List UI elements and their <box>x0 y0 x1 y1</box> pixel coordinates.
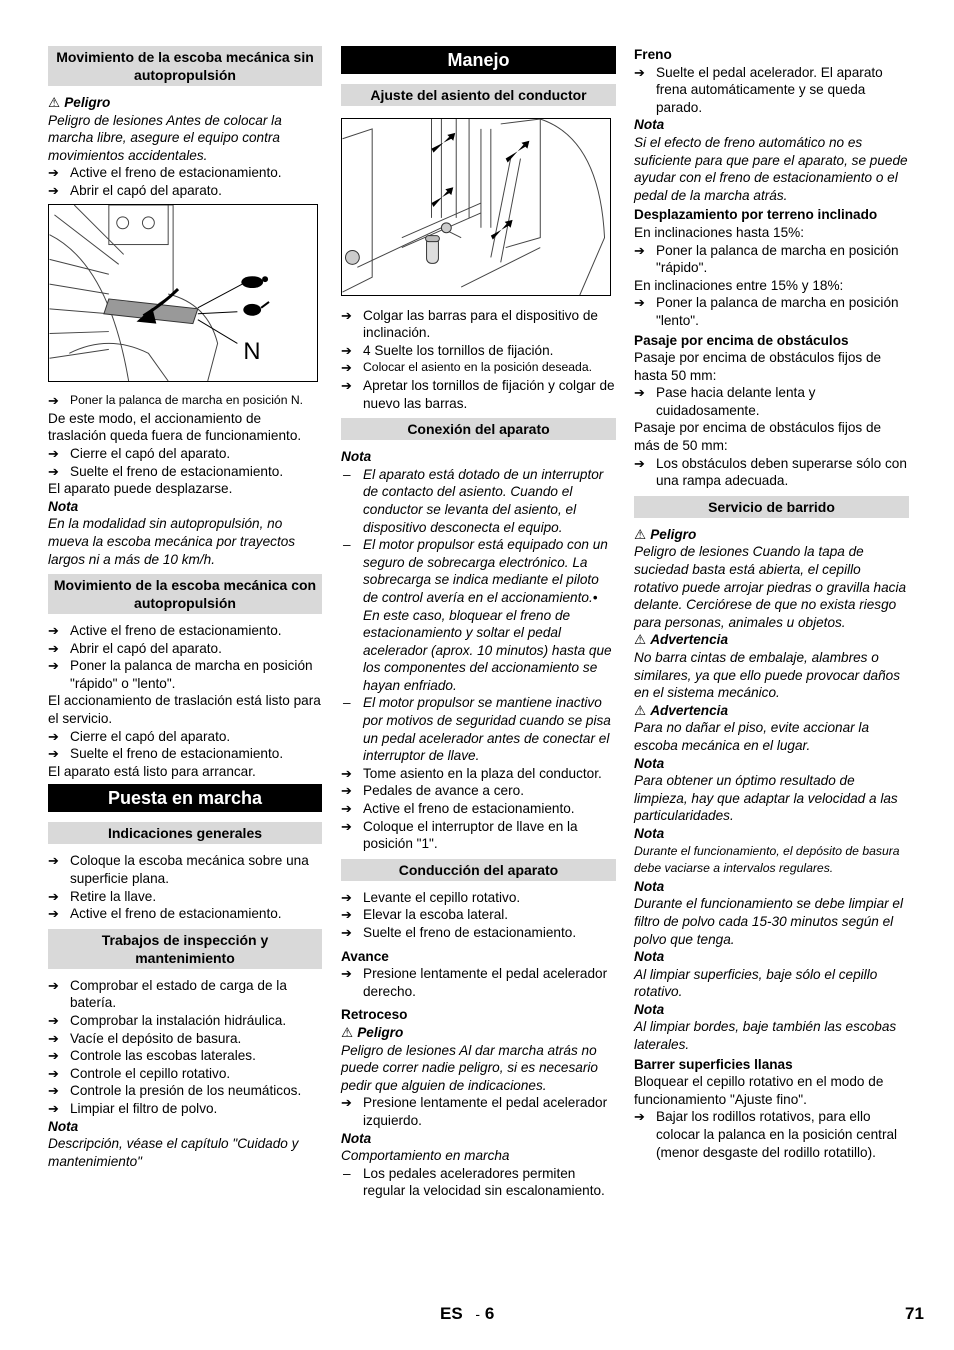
list-item: ➔ Suelte el pedal acelerador. El aparato frena automáticamente y se queda parado. <box>634 64 883 115</box>
paragraph: En inclinaciones hasta 15%: <box>634 224 805 240</box>
paragraph: De este modo, el accionamiento de traslación queda fuera de funcionamiento. <box>48 410 302 444</box>
list-item: ➔ Colocar el asiento en la posición deseada. <box>341 360 593 376</box>
list-item: ➔ Los obstáculos deben superarse sólo con una rampa adecuada. <box>634 455 907 489</box>
warning-triangle-icon: ⚠ <box>634 702 647 718</box>
list-item: ➔ Presione lentamente el pedal acelerador izquierdo. <box>341 1095 608 1128</box>
note-text: Si el efecto de freno automático no es suficiente para que pare el aparato, se puede ayudar con el freno de estacionamiento o el pedal de la marcha atrás. <box>634 134 908 203</box>
danger-label: ⚠ Peligro <box>48 95 111 110</box>
note-label: Nota <box>634 1001 665 1017</box>
section-title: Ajuste del asiento del conductor <box>341 84 616 106</box>
paragraph: Pasaje por encima de obstáculos fijos de más de 50 mm: <box>634 420 882 454</box>
arrow-right-icon: ➔ <box>48 1048 59 1064</box>
section-title: Indicaciones generales <box>48 822 322 844</box>
list-item: – El motor propulsor se mantiene inactivo por motivos de seguridad cuando se pisa un pedal acelerador antes de conectar el interruptor de llave. <box>343 695 611 764</box>
arrow-right-icon: ➔ <box>48 1065 59 1081</box>
arrow-right-icon: ➔ <box>634 64 645 80</box>
footer-language: ES - 6 <box>440 1304 495 1323</box>
list-item: ➔ Pedales de avance a cero. <box>341 783 524 799</box>
section-title: Trabajos de inspección y mantenimiento <box>48 929 322 969</box>
arrow-right-icon: ➔ <box>634 242 645 258</box>
note-label: Nota <box>634 949 665 965</box>
arrow-right-icon: ➔ <box>341 377 352 393</box>
note-label: Nota <box>341 449 372 465</box>
danger-text: Peligro de lesiones Cuando la tapa de suciedad basta está abierta, el cepillo rotativo puede arrojar piedras o gravilla hacia delante. Cerciórese de que no exista riesgo para personas, animales u objetos. <box>634 544 907 630</box>
paragraph: En inclinaciones entre 15% y 18%: <box>634 277 844 293</box>
arrow-right-icon: ➔ <box>634 1109 645 1125</box>
arrow-right-icon: ➔ <box>341 360 352 376</box>
arrow-right-icon: ➔ <box>341 966 352 982</box>
list-item: ➔ Retire la llave. <box>48 888 157 904</box>
list-item: ➔ Cierre el capó del aparato. <box>48 728 231 744</box>
list-item: ➔ Comprobar el estado de carga de la batería. <box>48 977 287 1011</box>
arrow-right-icon: ➔ <box>48 888 59 904</box>
list-item: ➔ Elevar la escoba lateral. <box>341 907 509 923</box>
arrow-right-icon: ➔ <box>48 1083 59 1099</box>
subheading: Retroceso <box>341 1007 408 1023</box>
arrow-right-icon: ➔ <box>48 623 59 639</box>
note-label: Nota <box>634 117 665 133</box>
paragraph: El aparato puede desplazarse. <box>48 481 233 497</box>
figure-gear-lever <box>48 204 318 382</box>
note-text: Durante el funcionamiento, el depósito de basura debe vaciarse a intervalos regulares. <box>634 843 900 876</box>
figure-seat-adjustment <box>341 118 611 296</box>
subheading: Avance <box>341 948 389 964</box>
warning-text: No barra cintas de embalaje, alambres o similares, ya que ello puede provocar daños en el sistema mecánico. <box>634 650 900 701</box>
arrow-right-icon: ➔ <box>341 889 352 905</box>
list-item: ➔ Presione lentamente el pedal acelerador derecho. <box>341 966 608 999</box>
list-item: ➔ Active el freno de estacionamiento. <box>48 623 282 639</box>
subheading: Desplazamiento por terreno inclinado <box>634 207 878 223</box>
arrow-right-icon: ➔ <box>48 977 59 993</box>
arrow-right-icon: ➔ <box>341 342 352 358</box>
subheading: Pasaje por encima de obstáculos <box>634 332 849 348</box>
list-item: ➔ Poner la palanca de marcha en posición N. <box>48 393 304 409</box>
warning-label: ⚠ Advertencia <box>634 632 729 648</box>
arrow-right-icon: ➔ <box>634 295 645 311</box>
arrow-right-icon: ➔ <box>48 463 59 479</box>
list-item: ➔ Apretar los tornillos de fijación y colgar de nuevo las barras. <box>341 377 615 411</box>
list-item: ➔ Active el freno de estacionamiento. <box>48 165 282 181</box>
arrow-right-icon: ➔ <box>634 385 645 401</box>
list-item: ➔ Controle el cepillo rotativo. <box>48 1065 231 1081</box>
list-item: ➔ Suelte el freno de estacionamiento. <box>341 925 577 940</box>
arrow-right-icon: ➔ <box>341 801 352 817</box>
note-text: Durante el funcionamiento se debe limpiar el filtro de polvo cada 15-30 minutos según el polvo que tenga. <box>634 896 904 947</box>
list-item: ➔ Controle las escobas laterales. <box>48 1048 256 1064</box>
list-item: ➔ Vacíe el depósito de basura. <box>48 1030 242 1046</box>
arrow-right-icon: ➔ <box>48 165 59 181</box>
warning-triangle-icon: ⚠ <box>634 526 647 542</box>
list-item: ➔ Suelte el freno de estacionamiento. <box>48 463 284 479</box>
arrow-right-icon: ➔ <box>48 640 59 656</box>
list-item: ➔ Poner la palanca de marcha en posición "rápido" o "lento". <box>48 658 313 691</box>
danger-label: ⚠ Peligro <box>341 1024 404 1040</box>
note-label: Nota <box>634 755 665 771</box>
figure-letter: N <box>243 338 261 365</box>
arrow-right-icon: ➔ <box>634 455 645 471</box>
list-item: – El aparato está dotado de un interruptor de contacto del asiento. Cuando el conductor se levanta del asiento, el dispositivo desconecta el equipo. <box>343 466 604 535</box>
arrow-right-icon: ➔ <box>48 393 59 409</box>
paragraph: Pasaje por encima de obstáculos fijos de hasta 50 mm: <box>634 350 882 383</box>
chapter-title: Puesta en marcha <box>48 784 322 812</box>
arrow-right-icon: ➔ <box>341 925 352 940</box>
arrow-right-icon: ➔ <box>48 906 59 922</box>
list-item: ➔ Bajar los rodillos rotativos, para ello colocar la palanca en la posición central (menor desgaste del rodillo rotatillo). <box>634 1109 898 1160</box>
arrow-right-icon: ➔ <box>341 783 352 799</box>
section-title: Movimiento de la escoba mecánica con autopropulsión <box>48 574 322 614</box>
warning-label: ⚠ Advertencia <box>634 702 729 718</box>
list-item: ➔ Active el freno de estacionamiento. <box>48 906 282 922</box>
list-item: ➔ Controle la presión de los neumáticos. <box>48 1083 302 1099</box>
note-label: Nota <box>634 878 665 894</box>
warning-triangle-icon: ⚠ <box>634 632 647 648</box>
list-item: ➔ Poner la palanca de marcha en posición "lento". <box>634 295 899 328</box>
list-item: ➔ Cierre el capó del aparato. <box>48 445 231 461</box>
list-item: ➔ Poner la palanca de marcha en posición "rápido". <box>634 242 899 276</box>
section-title: Conexión del aparato <box>341 418 616 440</box>
arrow-right-icon: ➔ <box>341 765 352 781</box>
list-item: ➔ Abrir el capó del aparato. <box>48 640 222 656</box>
note-text: Al limpiar bordes, baje también las escobas laterales. <box>634 1019 897 1053</box>
note-text: En la modalidad sin autopropulsión, no mueva la escoba mecánica por trayectos largos ni a más de 10 km/h. <box>48 516 296 567</box>
list-item: ➔ Active el freno de estacionamiento. <box>341 801 575 817</box>
danger-text: Peligro de lesiones Al dar marcha atrás no puede correr nadie peligro, si es necesario pedir que alguien de indicaciones. <box>341 1042 598 1093</box>
arrow-right-icon: ➔ <box>48 1013 59 1028</box>
list-item: ➔ Tome asiento en la plaza del conductor. <box>341 765 602 781</box>
list-item: ➔ Colgar las barras para el dispositivo de inclinación. <box>341 307 598 341</box>
list-item: ➔ 4 Suelte los tornillos de fijación. <box>341 342 554 358</box>
list-item: ➔ Coloque el interruptor de llave en la posición "1". <box>341 818 578 852</box>
list-item: – Los pedales aceleradores permiten regular la velocidad sin escalonamiento. <box>343 1165 605 1199</box>
column-2 <box>341 46 616 1200</box>
list-item: – El motor propulsor está equipado con un seguro de sobrecarga electrónico. La sobrecarga se indica mediante el piloto de control avería en el accionamiento.• En este caso, bloquear el freno de estacionamiento y soltar el pedal acelerador (aprox. 10 minutos) hasta que los componentes del accionamiento se hayan enfriado. <box>343 537 612 693</box>
note-text: Al limpiar superficies, baje sólo el cepillo rotativo. <box>634 966 878 1000</box>
note-label: Nota <box>48 1118 79 1134</box>
paragraph: El accionamiento de traslación está listo para el servicio. <box>48 693 321 727</box>
list-item: ➔ Limpiar el filtro de polvo. <box>48 1100 218 1116</box>
list-item: ➔ Abrir el capó del aparato. <box>48 182 222 198</box>
note-label: Nota <box>48 498 79 514</box>
note-text: Descripción, véase el capítulo "Cuidado y mantenimiento" <box>48 1136 299 1169</box>
arrow-right-icon: ➔ <box>48 182 59 198</box>
subheading: Freno <box>634 47 672 62</box>
list-item: ➔ Pase hacia delante lenta y cuidadosamente. <box>634 385 816 418</box>
note-text: Comportamiento en marcha <box>341 1148 510 1164</box>
section-title: Movimiento de la escoba mecánica sin autopropulsión <box>48 46 322 86</box>
list-item: ➔ Coloque la escoba mecánica sobre una superficie plana. <box>48 853 309 887</box>
arrow-right-icon: ➔ <box>48 746 59 762</box>
chapter-title: Manejo <box>341 46 616 74</box>
arrow-right-icon: ➔ <box>341 307 352 323</box>
arrow-right-icon: ➔ <box>341 907 352 923</box>
column-3 <box>634 46 909 1161</box>
column-1 <box>48 46 322 1170</box>
arrow-right-icon: ➔ <box>48 1100 59 1116</box>
danger-text: Peligro de lesiones Antes de colocar la marcha libre, asegure el equipo contra movimientos accidentales. <box>48 112 282 163</box>
note-text: Para obtener un óptimo resultado de limpieza, hay que adaptar la velocidad a las particularidades. <box>634 773 898 824</box>
arrow-right-icon: ➔ <box>48 853 59 869</box>
arrow-right-icon: ➔ <box>341 1095 352 1111</box>
arrow-right-icon: ➔ <box>341 818 352 834</box>
paragraph: El aparato está listo para arrancar. <box>48 763 256 779</box>
list-item: ➔ Levante el cepillo rotativo. <box>341 889 521 905</box>
paragraph: Bloquear el cepillo rotativo en el modo de funcionamiento "Ajuste fino". <box>634 1074 884 1107</box>
warning-triangle-icon: ⚠ <box>48 95 61 110</box>
section-title: Conducción del aparato <box>341 859 616 881</box>
warning-text: Para no dañar el piso, evite accionar la escoba mecánica en el lugar. <box>634 720 870 753</box>
arrow-right-icon: ➔ <box>48 728 59 744</box>
subheading: Barrer superficies llanas <box>634 1056 793 1072</box>
danger-label: ⚠ Peligro <box>634 526 697 542</box>
list-item: ➔ Comprobar la instalación hidráulica. <box>48 1013 287 1028</box>
note-label: Nota <box>341 1130 372 1146</box>
page-number: 71 <box>905 1304 924 1323</box>
list-item: ➔ Suelte el freno de estacionamiento. <box>48 746 284 762</box>
note-label: Nota <box>634 825 665 841</box>
arrow-right-icon: ➔ <box>48 445 59 461</box>
warning-triangle-icon: ⚠ <box>341 1024 354 1040</box>
arrow-right-icon: ➔ <box>48 658 59 674</box>
section-title: Servicio de barrido <box>634 496 909 518</box>
arrow-right-icon: ➔ <box>48 1030 59 1046</box>
